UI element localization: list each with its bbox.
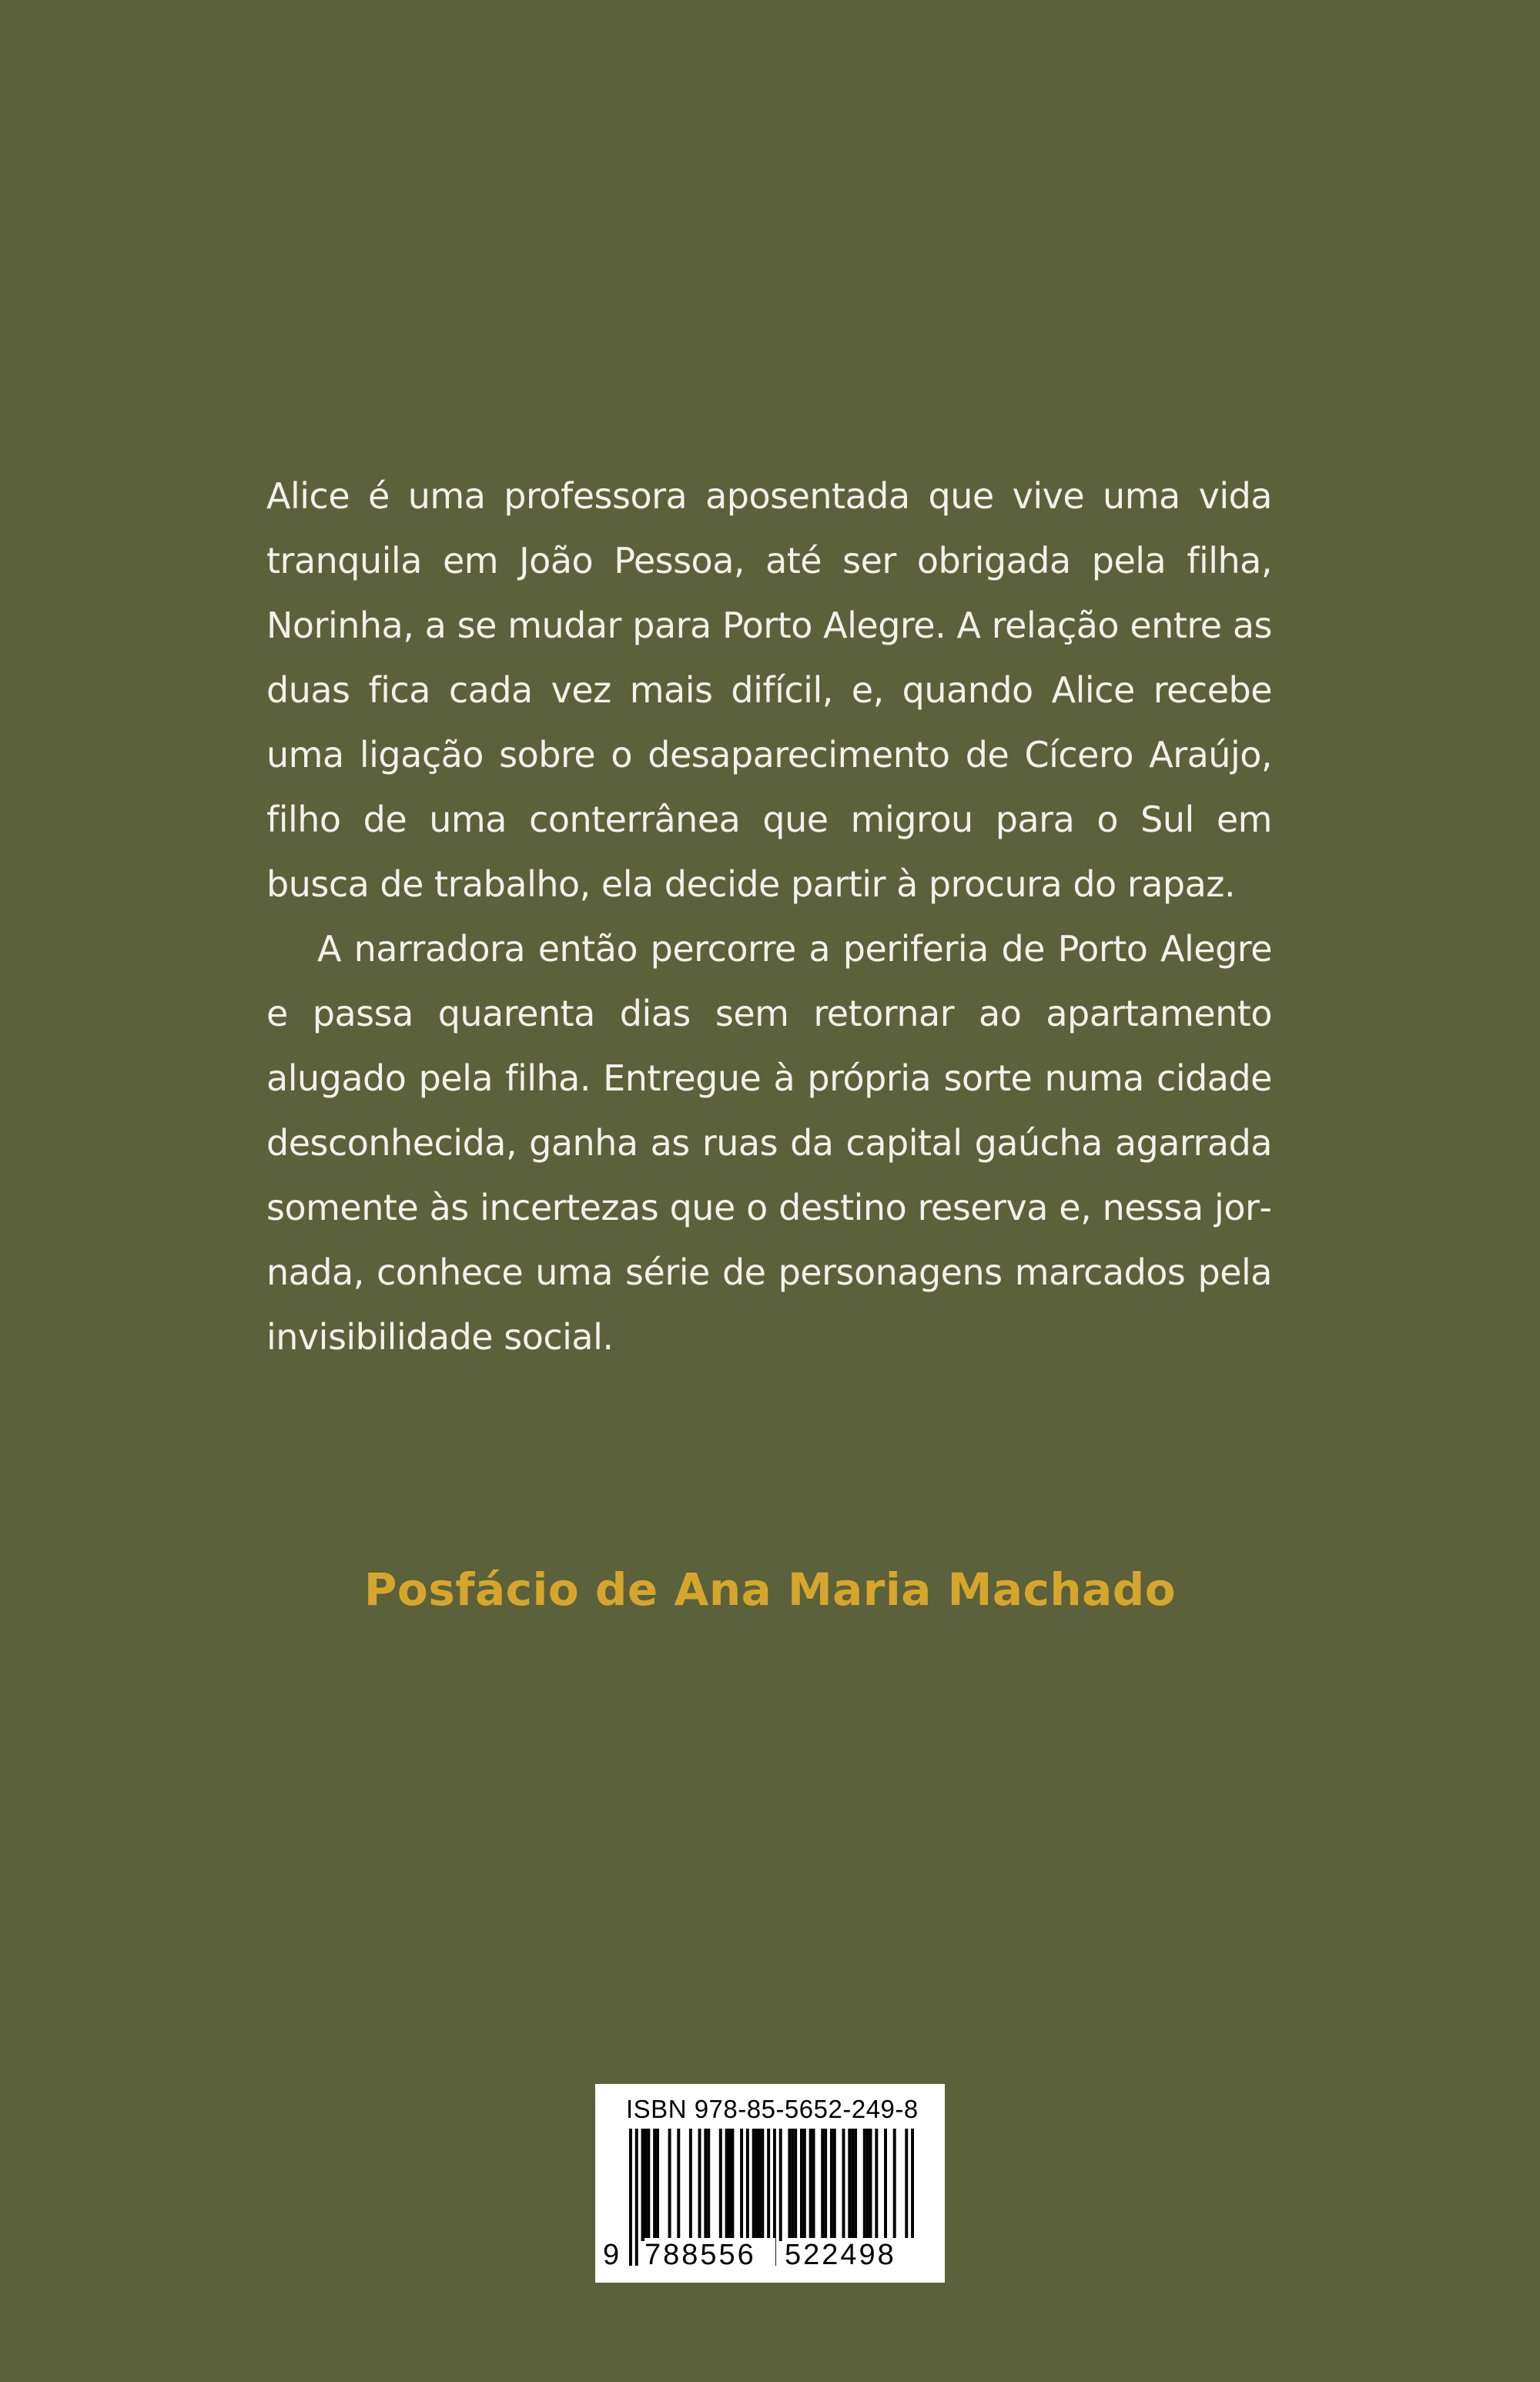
barcode-bar-44 [875, 2129, 878, 2241]
barcode-bar-4 [647, 2129, 650, 2241]
barcode-bar-27 [791, 2129, 794, 2241]
barcode-bar-13 [719, 2129, 722, 2241]
barcode-bar-5 [653, 2129, 656, 2241]
barcode-bar-39 [851, 2129, 854, 2241]
barcode-bar-41 [863, 2129, 866, 2241]
barcode-bar-35 [830, 2129, 833, 2241]
barcode-bar-1 [635, 2129, 638, 2266]
barcode-bar-34 [824, 2129, 827, 2241]
barcode-bar-2 [641, 2129, 644, 2241]
barcode-bar-3 [644, 2129, 647, 2241]
isbn-label: ISBN 978-85-5652-249-8 [626, 2095, 919, 2123]
barcode-bar-11 [704, 2129, 707, 2241]
barcode-bar-46 [893, 2129, 896, 2241]
barcode-bar-15 [728, 2129, 732, 2241]
barcode-bar-19 [752, 2129, 755, 2241]
barcode-bar-45 [884, 2129, 887, 2241]
barcode-digit-first: 9 [603, 2239, 620, 2271]
barcode-bar-0 [629, 2129, 632, 2266]
barcode-bar-25 [779, 2129, 782, 2241]
barcode-bar-8 [677, 2129, 680, 2241]
barcode-bar-36 [833, 2129, 836, 2241]
barcode-bar-10 [698, 2129, 701, 2241]
barcode-bar-20 [755, 2129, 758, 2241]
barcode-bar-33 [821, 2129, 824, 2241]
barcode-bar-12 [707, 2129, 710, 2241]
barcode-bar-7 [668, 2129, 671, 2241]
synopsis-paragraph-2: A narradora então percorre a periferia de Porto Alegre e passa quarenta dias sem retornar ao apartamento alugado pela filha. Entregue à própria sorte numa cidade desconhecida, ganha as ruas da capital gaúcha agarrada somente às incertezas que o destino reserva e, nessa jornada, conhece uma série de personagens marcados pela invisibilidade social. [266, 928, 1272, 1358]
barcode-bar-32 [812, 2129, 815, 2241]
barcode-bar-31 [809, 2129, 812, 2241]
barcode-bar-30 [803, 2129, 806, 2241]
barcode-bar-26 [788, 2129, 791, 2241]
barcode-bar-22 [761, 2129, 764, 2241]
barcode-bar-40 [854, 2129, 857, 2241]
barcode-bar-42 [866, 2129, 869, 2241]
barcode-bar-16 [731, 2129, 734, 2241]
synopsis [266, 464, 1272, 1369]
barcode-bar-43 [869, 2129, 872, 2241]
barcode-bar-17 [740, 2129, 743, 2241]
barcode-bar-6 [656, 2129, 659, 2241]
barcode-bar-14 [725, 2129, 728, 2241]
barcode-bar-38 [848, 2129, 851, 2241]
barcode-bar-28 [794, 2129, 797, 2241]
barcode-bar-21 [758, 2129, 761, 2241]
barcode-digits-right: 522498 [785, 2238, 916, 2272]
barcode-bar-18 [746, 2129, 749, 2241]
synopsis-paragraph-1: Alice é uma professora aposentada que vive uma vida tranquila em João Pessoa, até ser obrigada pela filha, Norinha, a se mudar para Porto Alegre. A relação entre as duas fica cada vez mais difícil, e, quando Alice recebe uma ligação sobre o desaparecimento de Cícero Araújo, filho de uma conterrânea que migrou para o Sul em busca de trabalho, ela decide partir à procura do rapaz. [266, 475, 1272, 905]
afterword-credit: Posfácio de Ana Maria Machado [363, 1563, 1177, 1616]
barcode-digits-left: 788556 [644, 2238, 775, 2272]
barcode-bar-9 [689, 2129, 692, 2241]
barcode-bar-37 [842, 2129, 845, 2241]
isbn-barcode [595, 2084, 945, 2283]
barcode-bar-29 [800, 2129, 803, 2241]
